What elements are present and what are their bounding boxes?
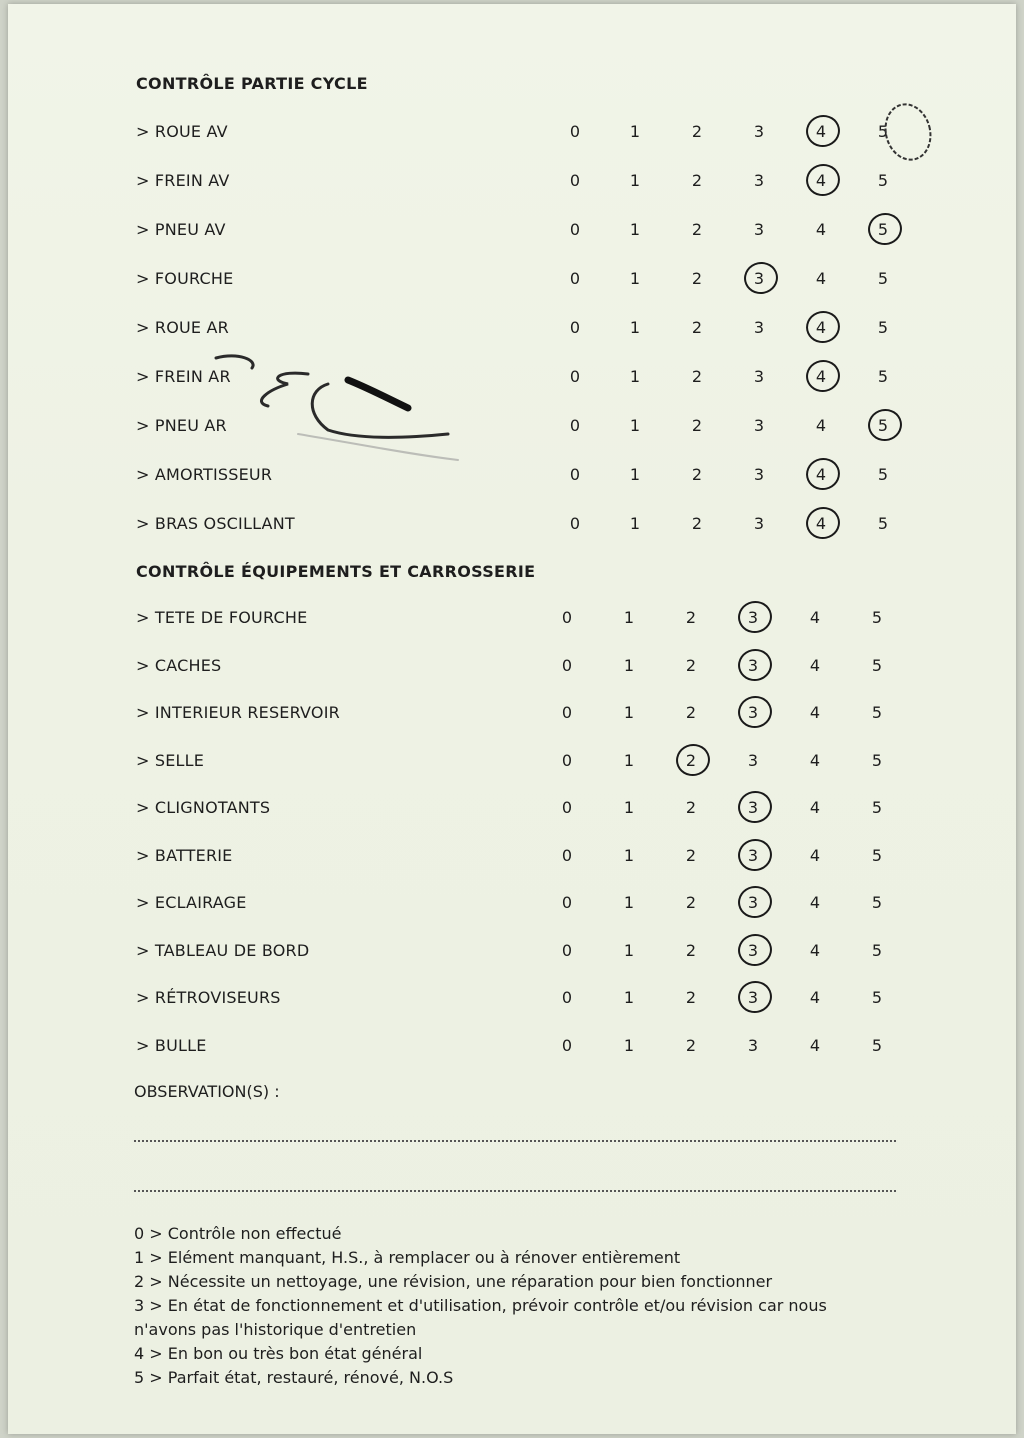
score-option-4[interactable]: 4 [815,269,827,288]
score-option-0[interactable]: 0 [561,750,573,770]
score-option-5[interactable]: 5 [871,893,883,912]
item-label: > BULLE [136,1035,207,1055]
score-option-4[interactable]: 4 [809,845,821,865]
observation-line-2[interactable] [134,1190,896,1192]
score-option-3[interactable]: 3 [753,416,765,435]
item-label: > INTERIEUR RESERVOIR [136,703,340,722]
item-row [8,988,1016,1018]
score-option-1[interactable]: 1 [629,416,641,435]
score-option-4[interactable]: 4 [806,122,836,141]
item-row [8,465,1016,495]
score-option-3[interactable]: 3 [753,367,765,386]
legend-line-5: 4 > En bon ou très bon état général [134,1344,423,1363]
item-row [8,367,1016,397]
item-row [8,656,1016,686]
score-option-3[interactable]: 3 [753,318,765,337]
item-row [8,608,1016,638]
score-option-1[interactable]: 1 [623,988,635,1007]
score-option-2[interactable]: 2 [685,655,697,675]
score-option-1[interactable]: 1 [623,845,635,865]
item-label: > AMORTISSEUR [136,465,273,484]
score-option-5[interactable]: 5 [868,416,898,435]
item-label: > BRAS OSCILLANT [136,514,295,533]
score-option-2[interactable]: 2 [691,171,703,190]
item-label: > SELLE [136,750,205,770]
item-label: > ROUE AV [136,122,228,141]
item-row [8,122,1016,152]
legend-line-2: 2 > Nécessite un nettoyage, une révision, une réparation pour bien fonctionner [134,1272,773,1291]
score-option-0[interactable]: 0 [569,269,581,288]
section-title-equipment: CONTRÔLE ÉQUIPEMENTS ET CARROSSERIE [136,562,536,581]
item-row [8,703,1016,733]
item-label: > FREIN AR [136,367,231,386]
score-option-1[interactable]: 1 [629,269,641,288]
score-option-0[interactable]: 0 [561,1035,573,1055]
score-option-3[interactable]: 3 [738,608,768,627]
score-option-1[interactable]: 1 [629,465,641,484]
score-option-3[interactable]: 3 [753,514,765,533]
score-option-1[interactable]: 1 [623,750,635,770]
score-option-0[interactable]: 0 [561,893,573,912]
item-row [8,514,1016,544]
item-row [8,171,1016,201]
score-option-4[interactable]: 4 [815,416,827,435]
score-option-5[interactable]: 5 [877,269,889,288]
item-row [8,1036,1016,1066]
score-option-1[interactable]: 1 [629,171,641,190]
item-row [8,269,1016,299]
score-option-0[interactable]: 0 [569,318,581,337]
score-option-1[interactable]: 1 [623,893,635,912]
score-option-1[interactable]: 1 [629,318,641,337]
score-option-0[interactable]: 0 [561,988,573,1007]
score-option-4[interactable]: 4 [809,655,821,675]
item-label: > FREIN AV [136,171,230,190]
item-label: > RÉTROVISEURS [136,988,281,1007]
score-option-4[interactable]: 4 [809,940,821,960]
score-option-3[interactable]: 3 [753,171,765,190]
score-option-5[interactable]: 5 [877,465,889,484]
score-option-2[interactable]: 2 [691,318,703,337]
score-option-5[interactable]: 5 [877,122,889,141]
score-option-3[interactable]: 3 [753,465,765,484]
score-option-1[interactable]: 1 [623,798,635,817]
score-option-4[interactable]: 4 [806,465,836,484]
score-option-5[interactable]: 5 [871,750,883,770]
legend-line-0: 0 > Contrôle non effectué [134,1224,342,1243]
score-option-5[interactable]: 5 [868,220,898,239]
item-label: > CACHES [136,655,222,675]
score-option-2[interactable]: 2 [685,703,697,722]
score-option-2[interactable]: 2 [691,367,703,386]
score-option-5[interactable]: 5 [871,703,883,722]
score-option-5[interactable]: 5 [877,367,889,386]
score-option-0[interactable]: 0 [569,416,581,435]
score-option-2[interactable]: 2 [685,940,697,960]
score-option-4[interactable]: 4 [806,318,836,337]
score-option-5[interactable]: 5 [871,940,883,960]
score-option-5[interactable]: 5 [871,988,883,1007]
score-option-0[interactable]: 0 [569,122,581,141]
legend-line-6: 5 > Parfait état, restauré, rénové, N.O.S [134,1368,454,1387]
signature-scribble [208,344,468,474]
hand-drawn-oval [874,100,944,166]
inspection-sheet [8,4,1016,1434]
score-option-3[interactable]: 3 [744,269,774,288]
score-option-4[interactable]: 4 [809,608,821,627]
score-option-0[interactable]: 0 [569,514,581,533]
item-row [8,416,1016,446]
score-option-1[interactable]: 1 [623,703,635,722]
item-row [8,751,1016,781]
score-option-0[interactable]: 0 [569,465,581,484]
item-label: > FOURCHE [136,269,234,288]
legend-line-1: 1 > Elément manquant, H.S., à remplacer ou à rénover entièrement [134,1248,681,1267]
legend-line-4: n'avons pas l'historique d'entretien [134,1320,417,1339]
score-option-2[interactable]: 2 [691,122,703,141]
item-label: > BATTERIE [136,845,233,865]
score-option-2[interactable]: 2 [685,1035,697,1055]
score-option-0[interactable]: 0 [569,171,581,190]
score-option-2[interactable]: 2 [685,845,697,865]
score-option-1[interactable]: 1 [629,122,641,141]
item-row [8,798,1016,828]
score-option-0[interactable]: 0 [561,845,573,865]
score-option-0[interactable]: 0 [561,703,573,722]
score-option-0[interactable]: 0 [561,655,573,675]
score-option-4[interactable]: 4 [809,750,821,770]
score-option-3[interactable]: 3 [753,122,765,141]
score-option-4[interactable]: 4 [809,703,821,722]
score-option-3[interactable]: 3 [738,656,768,675]
item-label: > TABLEAU DE BORD [136,940,310,960]
section-title-cycle: CONTRÔLE PARTIE CYCLE [136,74,368,93]
item-label: > ROUE AR [136,318,229,337]
score-option-1[interactable]: 1 [623,608,635,627]
score-option-4[interactable]: 4 [809,798,821,817]
item-row [8,220,1016,250]
score-option-4[interactable]: 4 [806,514,836,533]
score-option-4[interactable]: 4 [815,220,827,239]
item-label: > TETE DE FOURCHE [136,608,308,627]
score-option-2[interactable]: 2 [691,416,703,435]
score-option-2[interactable]: 2 [691,269,703,288]
legend-line-3: 3 > En état de fonctionnement et d'utilisation, prévoir contrôle et/ou révision car nous [134,1296,827,1315]
score-option-3[interactable]: 3 [753,220,765,239]
score-option-3[interactable]: 3 [738,893,768,912]
score-option-5[interactable]: 5 [871,655,883,675]
score-option-4[interactable]: 4 [806,367,836,386]
score-option-5[interactable]: 5 [877,171,889,190]
item-label: > ECLAIRAGE [136,893,247,912]
score-option-3[interactable]: 3 [738,941,768,960]
score-option-0[interactable]: 0 [561,798,573,817]
score-option-1[interactable]: 1 [623,940,635,960]
score-option-2[interactable]: 2 [685,798,697,817]
score-option-0[interactable]: 0 [569,367,581,386]
scoring-legend [134,1222,894,1390]
score-option-2[interactable]: 2 [691,514,703,533]
observation-line-1[interactable] [134,1140,896,1142]
score-option-4[interactable]: 4 [809,988,821,1007]
score-option-0[interactable]: 0 [569,220,581,239]
score-option-2[interactable]: 2 [685,608,697,627]
item-row [8,846,1016,876]
score-option-2[interactable]: 2 [676,751,706,770]
score-option-5[interactable]: 5 [871,1035,883,1055]
item-label: > CLIGNOTANTS [136,798,271,817]
score-option-3[interactable]: 3 [738,798,768,817]
score-option-5[interactable]: 5 [877,318,889,337]
score-option-5[interactable]: 5 [871,845,883,865]
observations-label: OBSERVATION(S) : [134,1082,280,1101]
item-row [8,318,1016,348]
score-option-1[interactable]: 1 [623,655,635,675]
score-option-4[interactable]: 4 [809,893,821,912]
score-option-2[interactable]: 2 [691,220,703,239]
score-option-5[interactable]: 5 [871,608,883,627]
item-label: > PNEU AV [136,220,226,239]
item-row [8,941,1016,971]
score-option-5[interactable]: 5 [877,514,889,533]
item-label: > PNEU AR [136,416,227,435]
score-option-2[interactable]: 2 [691,465,703,484]
score-option-3[interactable]: 3 [738,846,768,865]
score-option-3[interactable]: 3 [747,1035,759,1055]
score-option-0[interactable]: 0 [561,608,573,627]
score-option-3[interactable]: 3 [738,703,768,722]
score-option-1[interactable]: 1 [629,514,641,533]
score-option-5[interactable]: 5 [871,798,883,817]
score-option-3[interactable]: 3 [747,750,759,770]
score-option-2[interactable]: 2 [685,988,697,1007]
score-option-1[interactable]: 1 [629,367,641,386]
score-option-4[interactable]: 4 [809,1035,821,1055]
score-option-3[interactable]: 3 [738,988,768,1007]
score-option-0[interactable]: 0 [561,940,573,960]
item-row [8,893,1016,923]
score-option-4[interactable]: 4 [806,171,836,190]
score-option-2[interactable]: 2 [685,893,697,912]
score-option-1[interactable]: 1 [623,1035,635,1055]
score-option-1[interactable]: 1 [629,220,641,239]
